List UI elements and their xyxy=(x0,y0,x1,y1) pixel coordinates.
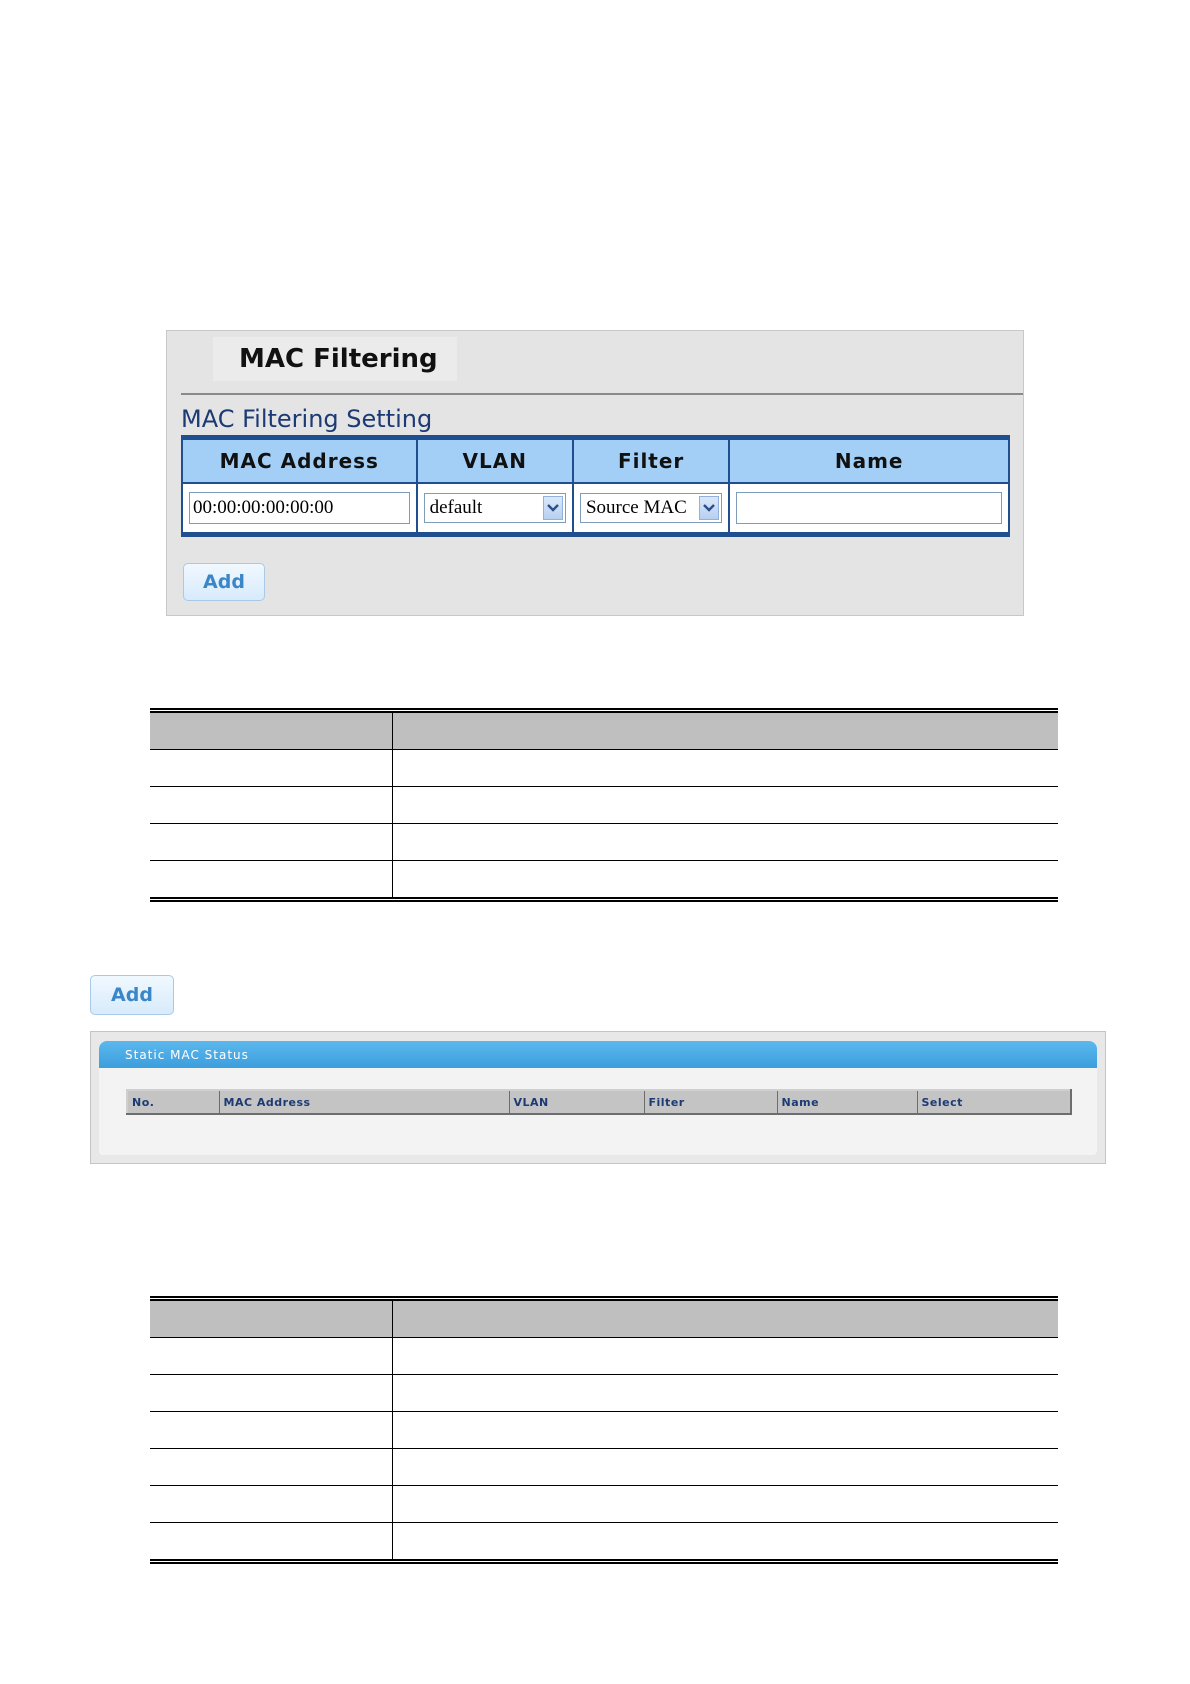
chevron-down-icon[interactable] xyxy=(699,496,719,520)
description-table xyxy=(150,1296,1058,1564)
table-header-row xyxy=(150,711,1058,750)
description-table xyxy=(150,708,1058,902)
column-header-vlan: VLAN xyxy=(417,438,573,484)
table-row xyxy=(150,1449,1058,1486)
name-cell xyxy=(729,483,1009,535)
mac-filtering-panel xyxy=(166,330,1024,616)
static-mac-status-title: Static MAC Status xyxy=(99,1041,1097,1068)
add-button[interactable]: Add xyxy=(183,563,265,601)
column-header-select: Select xyxy=(917,1090,1071,1114)
vlan-select-value: default xyxy=(429,497,483,518)
static-mac-status-panel xyxy=(90,1031,1106,1164)
column-header-name: Name xyxy=(777,1090,917,1114)
column-header-filter: Filter xyxy=(644,1090,777,1114)
filter-select[interactable] xyxy=(580,493,722,523)
title-divider xyxy=(181,393,1023,395)
mac-address-cell xyxy=(182,483,417,535)
vlan-cell xyxy=(417,483,573,535)
table-row xyxy=(150,1412,1058,1449)
column-header-mac-address: MAC Address xyxy=(219,1090,509,1114)
table-header-cell xyxy=(393,711,1059,750)
table-header-cell xyxy=(150,1299,393,1338)
chevron-down-icon[interactable] xyxy=(543,496,563,520)
name-input[interactable] xyxy=(736,492,1002,524)
static-mac-status-box xyxy=(99,1041,1097,1155)
filter-cell xyxy=(573,483,729,535)
column-header-filter: Filter xyxy=(573,438,729,484)
column-header-no: No. xyxy=(127,1090,219,1114)
section-title: MAC Filtering Setting xyxy=(181,405,433,433)
static-mac-status-table xyxy=(126,1089,1072,1115)
table-row xyxy=(150,861,1058,900)
mac-filtering-setting-table xyxy=(181,435,1010,537)
vlan-select[interactable] xyxy=(424,493,566,523)
table-row xyxy=(150,787,1058,824)
table-row xyxy=(150,1338,1058,1375)
table-row xyxy=(150,750,1058,787)
column-header-name: Name xyxy=(729,438,1009,484)
page-title: MAC Filtering xyxy=(213,337,457,381)
table-header-row xyxy=(150,1299,1058,1338)
table-header-row xyxy=(182,438,1009,484)
table-row xyxy=(182,483,1009,535)
add-button-standalone[interactable]: Add xyxy=(90,975,174,1015)
table-row xyxy=(150,824,1058,861)
mac-address-input[interactable]: 00:00:00:00:00:00 xyxy=(189,492,410,524)
column-header-vlan: VLAN xyxy=(509,1090,644,1114)
table-row xyxy=(150,1486,1058,1523)
filter-select-value: Source MAC xyxy=(585,497,687,518)
table-row xyxy=(150,1523,1058,1562)
table-header-cell xyxy=(150,711,393,750)
table-header-cell xyxy=(393,1299,1059,1338)
table-row xyxy=(150,1375,1058,1412)
column-header-mac-address: MAC Address xyxy=(182,438,417,484)
table-header-row xyxy=(127,1090,1071,1114)
